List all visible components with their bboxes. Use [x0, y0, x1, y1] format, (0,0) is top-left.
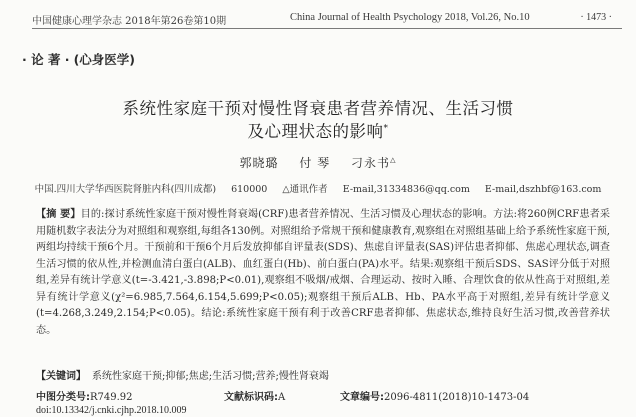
section-type: · 论 著 · — [22, 52, 70, 67]
keywords — [36, 367, 329, 382]
title-footnote-mark: * — [383, 123, 389, 134]
article-title-line2 — [0, 118, 636, 142]
affiliation-postcode: 610000 — [231, 184, 268, 195]
article-title-line1: 系统性家庭干预对慢性肾衰患者营养情况、生活习惯 — [122, 99, 514, 118]
abstract-label: 【摘 要】 — [36, 209, 81, 220]
document-code: 文献标识码:A — [224, 392, 286, 403]
email-2: E-mail,dszhbf@163.com — [484, 184, 602, 195]
affiliation — [0, 181, 636, 195]
abstract — [36, 207, 610, 339]
article-number: 文章编号:2096-4811(2018)10-1473-04 — [340, 392, 530, 403]
section-subject: (心身医学) — [73, 52, 135, 67]
page-number: · 1473 · — [580, 12, 612, 23]
keywords-label: 【关键词】 — [36, 371, 86, 382]
affiliation-org: 中国.四川大学华西医院肾脏内科(四川成都) — [34, 184, 217, 195]
running-header — [32, 10, 622, 29]
corresponding-mark: △ — [390, 156, 397, 164]
keywords-text: 系统性家庭干预;抑郁;焦虑;生活习惯;营养;慢性肾衰竭 — [92, 371, 329, 382]
author-name: 付 琴 — [299, 156, 331, 170]
author-name: 郭晓璐 — [239, 156, 279, 170]
section-label — [22, 50, 135, 68]
clc-number: 中图分类号:R749.92 — [36, 392, 133, 403]
corresponding-author-label: △通讯作者 — [282, 184, 328, 195]
email-1: E-mail,31334836@qq.com — [342, 184, 470, 195]
doi: doi:10.13342/j.cnki.cjhp.2018.10.009 — [36, 405, 187, 416]
abstract-text: 目的:探讨系统性家庭干预对慢性肾衰竭(CRF)患者营养情况、生活习惯及心理状态的影响。方法:将260例CRF患者采用随机数字表法分为对照组和观察组,每组各130例。对照组给予常规干预和健康教育,观察组在对照组基础上给予系统性家庭干预,两组均持续干预6个月。干预前和干预6个月后发放抑郁自评量表(SDS)、焦虑自评量表(SAS)评估患者抑郁、焦虑心理状态,调查生活习惯的依从性,并检测血清白蛋白(ALB)、血红蛋白(Hb)、前白蛋白(PA)水平。结果:观察组干预后SDS、SAS评分低于对照组,差异有统计学意义(t=-3.421,-3.898;P<0.01),观察组不吸烟/戒烟、合理运动、按时入睡、合理饮食的依从性高于对照组,差异有统计学意义(χ²=6.985,7.564,6.154,5.699;P<0.05);观察组干预后ALB、Hb、PA水平高于对照组,差异有统计学意义(t=4.268,3.249,2.154;P<0.05)。结论:系统性家庭干预有利于改善CRF患者抑郁、焦虑状态,维持良好生活习惯,改善营养状态。 — [36, 209, 611, 336]
author-list — [0, 154, 636, 171]
journal-name-cn: 中国健康心理学杂志 2018年第26卷第10期 — [32, 16, 227, 27]
author-name: 刁永书△ — [351, 156, 397, 170]
journal-name-en: China Journal of Health Psychology 2018, Vol.26, No.10 — [290, 12, 530, 23]
article-title-text: 及心理状态的影响 — [247, 122, 384, 141]
